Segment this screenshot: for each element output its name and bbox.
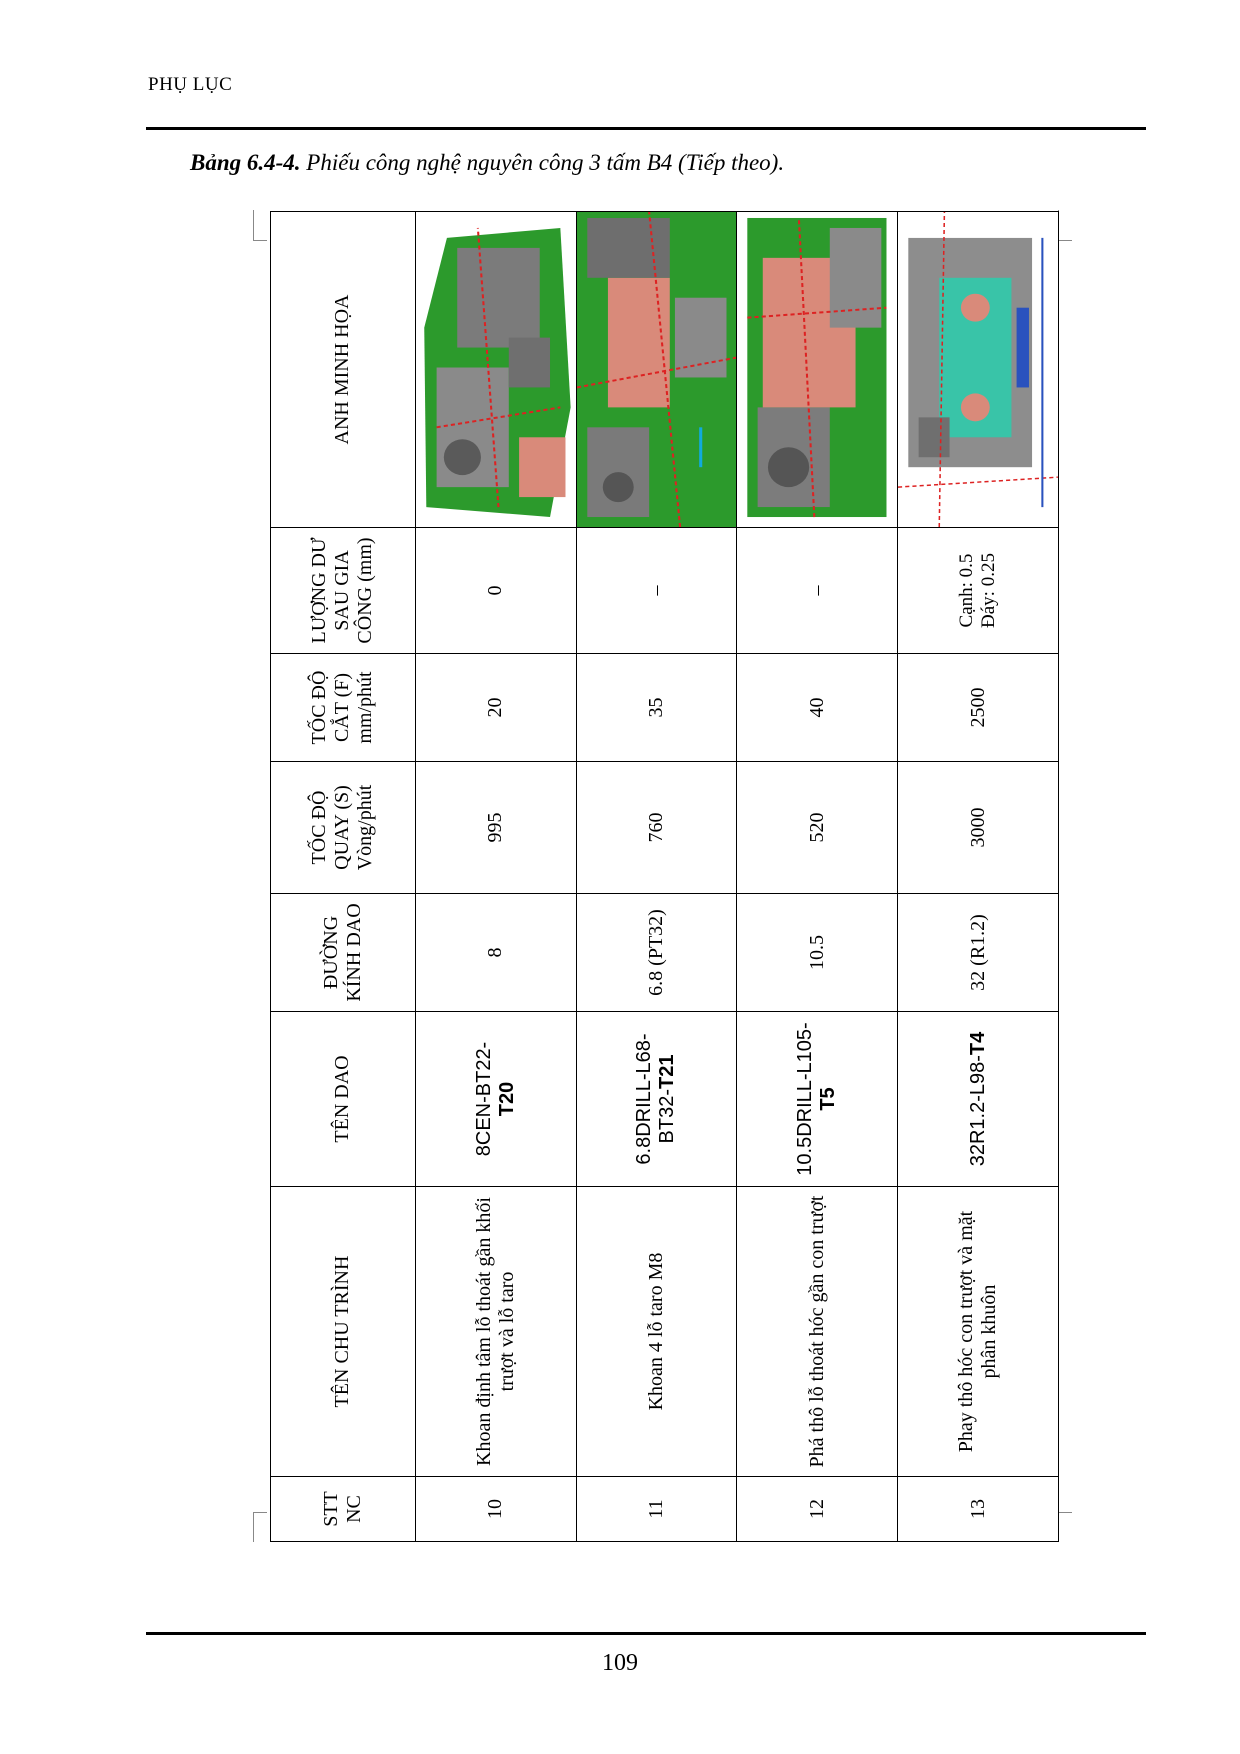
header-rule [146,127,1146,130]
cell-spindle: 3000 [898,762,1059,894]
crop-mark [1058,1512,1072,1513]
cell-illustration [737,212,898,528]
crop-mark [253,1512,267,1513]
allowance-value: 0 [484,585,507,596]
cell-stt: 12 [737,1477,898,1542]
cell-program: Phá thô lỗ thoát hóc gần con trượt [737,1187,898,1477]
crop-mark [253,1512,254,1542]
cell-program: Khoan định tâm lỗ thoát gần khối trượt và lỗ taro [415,1187,576,1477]
table-row [415,212,576,1542]
header-feed: TỐC ĐỘ CẮT (F) mm/phút [271,654,416,762]
cell-stt: 13 [898,1477,1059,1542]
rotated-table-wrapper [270,212,1059,1542]
page-number: 109 [602,1650,638,1676]
crop-mark [1058,240,1072,241]
cell-program: Khoan 4 lỗ taro M8 [576,1187,737,1477]
allowance-value: – [644,585,667,596]
cell-spindle: 760 [576,762,737,894]
table-row [898,212,1059,1542]
header-stt: STT NC [271,1477,416,1542]
caption-text: Phiếu công nghệ nguyên công 3 tấm B4 (Tiếp theo). [300,150,785,175]
cell-allowance [898,528,1059,654]
cell-feed: 35 [576,654,737,762]
table-header-row [271,212,416,1542]
cell-spindle: 520 [737,762,898,894]
header-diameter: ĐƯỜNG KÍNH DAO [271,894,416,1012]
cell-diameter: 6.8 (PT32) [576,894,737,1012]
cell-feed: 2500 [898,654,1059,762]
cell-program: Phay thô hóc con trượt và mặt phân khuôn [898,1187,1059,1477]
tool-number: T4 [966,1031,989,1056]
process-sheet-table [270,211,1059,1542]
cell-allowance [737,528,898,654]
cell-illustration [898,212,1059,528]
header-illustration: ANH MINH HỌA [271,212,416,528]
header-tool: TÊN DAO [271,1012,416,1187]
machining-illustration [898,212,1058,527]
machining-illustration [577,212,737,527]
header-allowance: LƯỢNG DƯ SAU GIA CÔNG (mm) [271,528,416,654]
cell-spindle: 995 [415,762,576,894]
cell-illustration [576,212,737,528]
table-row [737,212,898,1542]
cell-allowance [415,528,576,654]
tool-name: 10.5DRILL-L105- [794,1022,817,1176]
machining-illustration [737,212,897,527]
cell-tool [737,1012,898,1187]
tool-name: 6.8DRILL-L68-BT32- [633,1033,679,1165]
allowance-value: – [805,585,828,596]
crop-mark [253,210,254,240]
cell-allowance [576,528,737,654]
tool-number: T20 [495,1081,518,1117]
cell-feed: 20 [415,654,576,762]
cell-feed: 40 [737,654,898,762]
allowance-bottom: Đáy: 0.25 [978,553,1000,628]
tool-number: T5 [817,1087,840,1111]
tool-name: 8CEN-BT22- [472,1041,495,1157]
cell-diameter: 10.5 [737,894,898,1012]
cell-stt: 11 [576,1477,737,1542]
crop-mark [253,240,267,241]
tool-name: 32R1.2-L98- [966,1055,989,1167]
cell-tool [415,1012,576,1187]
caption-label: Bảng 6.4-4. [190,150,301,175]
cell-tool [576,1012,737,1187]
running-header: PHỤ LỤC [148,74,233,95]
header-spindle: TỐC ĐỘ QUAY (S) Vòng/phút [271,762,416,894]
cell-illustration [415,212,576,528]
cell-diameter: 32 (R1.2) [898,894,1059,1012]
cell-diameter: 8 [415,894,576,1012]
tool-number: T21 [656,1054,679,1089]
allowance-side: Cạnh: 0.5 [956,553,978,628]
footer-rule [146,1632,1146,1635]
machining-illustration [416,212,576,527]
cell-stt: 10 [415,1477,576,1542]
table-caption [190,150,784,176]
header-program: TÊN CHU TRÌNH [271,1187,416,1477]
cell-tool [898,1012,1059,1187]
table-row [576,212,737,1542]
